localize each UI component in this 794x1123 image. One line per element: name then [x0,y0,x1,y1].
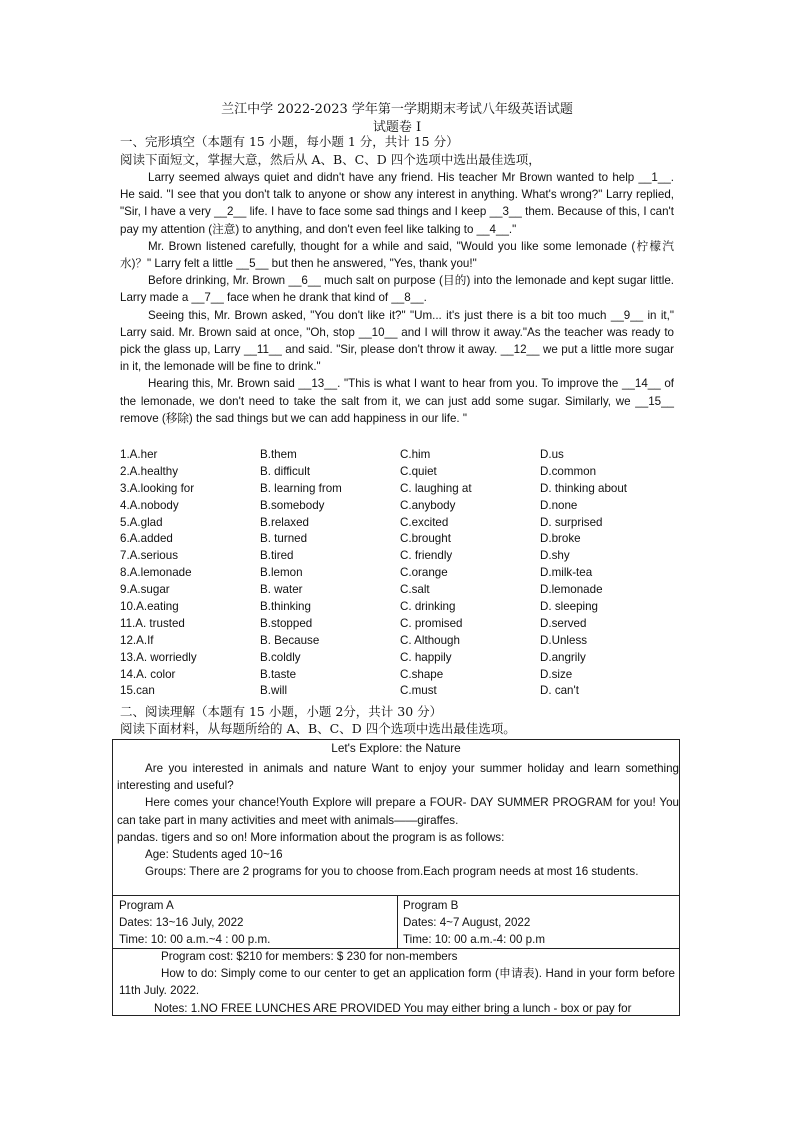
option-c: C. Although [400,633,460,647]
option-c: C.him [400,448,431,461]
passage-paragraph: Here comes your chance!Youth Explore will prepare a FOUR- DAY SUMMER PROGRAM for you! You can take part in many activities and meet with animals——giraffes. [117,796,679,827]
option-row [120,482,680,499]
option-c: C.salt [400,583,430,597]
option-a: 2.A.healthy [120,464,179,478]
program-details [119,948,675,1017]
option-b: B.somebody [260,498,325,512]
section1-instruction: 阅读下面短文，掌握大意，然后从 A、B、C、D 四个选项中选出最佳选项， [120,152,541,167]
option-c: C. drinking [400,600,456,614]
program-b [403,897,545,948]
option-c: C.brought [400,532,451,546]
option-row [120,684,680,701]
option-row [120,566,680,583]
passage-paragraph: Groups: There are 2 programs for you to choose from.Each program needs at most 16 students. [145,865,639,879]
option-a: 6.A.added [120,532,173,546]
option-b: B. difficult [260,464,311,478]
program-a [119,897,270,948]
option-d: D.served [540,616,587,630]
passage-paragraph: Are you interested in animals and nature Want to enjoy your summer holiday and learn something interesting and useful? [117,762,679,793]
option-b: B.taste [260,667,297,681]
option-d: D. can't [540,684,579,698]
option-c: C.must [400,684,437,698]
option-a: 12.A.If [120,633,154,647]
program-a-time: Time: 10: 00 a.m.~4 : 00 p.m. [119,933,271,946]
option-c: C. friendly [400,549,453,563]
cloze-paragraph: Larry seemed always quiet and didn't have any friend. His teacher Mr Brown wanted to help __1__. He said. "I see that you don't talk to anyone or show any interest in anything. What's wrong?" Larry replied, "Sir, I have a very __2__ life. I have to face some sad things and I keep __3__ them. Because of this, I can't pay my attention (注意) to anything, and don't even feel like talking to __4__." [120,171,674,236]
option-d: D.angrily [540,650,586,664]
option-row [120,465,680,482]
passage-title: Let's Explore: the Nature [331,741,461,755]
exam-subtitle: 试题卷 I [372,120,422,135]
option-row [120,668,680,685]
reading-passage-box [112,739,680,1016]
option-b: B.stopped [260,616,313,630]
option-b: B.them [260,448,297,461]
option-b: B.tired [260,549,294,563]
option-c: C.anybody [400,498,456,512]
option-b: B.will [260,684,288,698]
option-c: C. happily [400,650,452,664]
option-b: B.lemon [260,566,303,580]
option-b: B. Because [260,633,320,647]
option-d: D.size [540,667,573,681]
passage-paragraph: pandas. tigers and so on! More information about the program is as follows: [117,830,505,844]
option-a: 11.A. trusted [120,616,185,630]
cloze-paragraph: Before drinking, Mr. Brown __6__ much salt on purpose (目的) into the lemonade and kept sugar little. Larry made a __7__ face when he drank that kind of __8__. [120,274,674,305]
program-notes: Notes: 1.NO FREE LUNCHES ARE PROVIDED You may either bring a lunch - box or pay for [154,1001,632,1015]
program-a-dates: Dates: 13~16 July, 2022 [119,916,244,929]
option-a: 1.A.her [120,448,158,461]
option-a: 13.A. worriedly [120,650,197,664]
option-a: 3.A.looking for [120,481,195,495]
option-b: B.relaxed [260,515,309,529]
option-c: C. promised [400,616,463,630]
exam-title: 兰江中学 2022-2023 学年第一学期期末考试八年级英语试题 [221,102,573,117]
option-c: C.orange [400,566,448,580]
option-c: C.quiet [400,464,437,478]
option-row [120,634,680,651]
cloze-paragraph: Seeing this, Mr. Brown asked, "You don't like it?" "Um... it's just there is a bit too much __9__ in it," Larry said. Mr. Brown said at once, "Oh, stop __10__ and I will throw it away."As the teacher was ready to pick the glass up, Larry __11__ and said. "Sir, please don't throw it away. __12__ we put a little more sugar in it, the lemonade will be fine to drink." [120,308,674,374]
option-d: D.none [540,498,578,512]
option-row [120,532,680,549]
option-d: D. thinking about [540,481,628,495]
option-row [120,651,680,668]
option-a: 9.A.sugar [120,583,170,597]
cloze-options [120,448,680,701]
option-a: 7.A.serious [120,549,178,563]
option-c: C. laughing at [400,481,472,495]
option-row [120,549,680,566]
option-d: D.common [540,464,597,478]
option-d: D.us [540,448,564,461]
option-b: B. turned [260,532,308,546]
option-a: 15.can [120,684,155,698]
program-a-name: Program A [119,899,174,912]
program-cost: Program cost: $210 for members: $ 230 for non-members [161,950,458,963]
option-row [120,583,680,600]
option-b: B. learning from [260,481,342,495]
section2-instruction: 阅读下面材料，从每题所给的 A、B、C、D 四个选项中选出最佳选项。 [120,721,516,736]
section1-heading: 一、完形填空（本题有 15 小题，每小题 1 分，共计 15 分） [120,134,459,149]
option-a: 5.A.glad [120,515,163,529]
option-b: B.coldly [260,650,301,664]
program-b-time: Time: 10: 00 a.m.-4: 00 p.m [403,933,545,946]
option-row [120,516,680,533]
table-column-divider [397,896,398,948]
option-d: D.lemonade [540,583,603,597]
program-b-name: Program B [403,899,459,912]
passage-paragraph: Age: Students aged 10~16 [145,848,283,862]
cloze-paragraph: Hearing this, Mr. Brown said __13__. "This is what I want to hear from you. To improve the __14__ of the lemonade, we don't need to take the salt from it, we can just add some sugar. Similarly, we __15__ remove (移除) the sad things but we can add happiness in our life. " [120,377,674,425]
section2-heading: 二、阅读理解（本题有 15 小题，小题 2分，共计 30 分） [120,704,443,719]
option-d: D.Unless [540,633,588,647]
option-row [120,448,680,465]
table-divider [113,895,679,896]
option-c: C.excited [400,515,449,529]
option-a: 14.A. color [120,667,176,681]
cloze-passage [120,169,674,427]
option-b: B.thinking [260,600,311,614]
option-a: 8.A.lemonade [120,566,192,580]
how-to-apply: How to do: Simply come to our center to get an application form (申请表). Hand in your form before 11th July. 2022. [119,967,675,998]
option-d: D.shy [540,549,570,563]
option-d: D. surprised [540,515,603,529]
option-d: D. sleeping [540,600,599,614]
option-d: D.milk-tea [540,566,593,580]
option-a: 10.A.eating [120,600,179,614]
option-a: 4.A.nobody [120,498,179,512]
option-b: B. water [260,583,303,597]
option-row [120,499,680,516]
option-d: D.broke [540,532,581,546]
option-row [120,600,680,617]
passage-intro [117,760,679,880]
option-c: C.shape [400,667,444,681]
option-row [120,617,680,634]
cloze-paragraph: Mr. Brown listened carefully, thought for a while and said, "Would you like some lemonade (柠檬汽水)？" Larry felt a little __5__ but then he answered, "Yes, thank you!" [120,239,674,271]
program-b-dates: Dates: 4~7 August, 2022 [403,916,531,929]
